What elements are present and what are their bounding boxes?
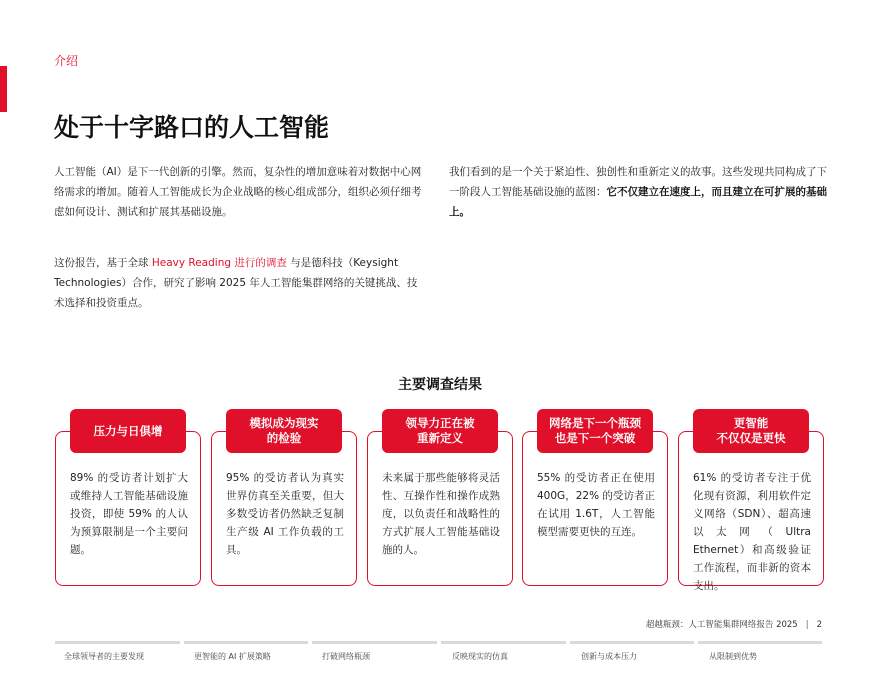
intro-paragraph-1: 人工智能（AI）是下一代创新的引擎。然而，复杂性的增加意味着对数据中心网络需求的增加。随着人工智能成长为企业战略的核心组成部分，组织必须仔细考虑如何设计、测试和扩展其基础设施。: [54, 166, 422, 218]
nav-link-advantage[interactable]: 从限制到优势: [709, 652, 757, 661]
finding-title-1: [70, 409, 186, 453]
finding-title-text-4: 网络是下一个瓶颈 也是下一个突破: [549, 416, 641, 445]
footer-caption: [646, 618, 822, 630]
nav-indicator-6: [698, 641, 822, 644]
nav-link-simulation[interactable]: 反映现实的仿真: [452, 652, 508, 661]
finding-body-3: 未来属于那些能够将灵活性、互操作性和操作成熟度，以负责任和战略性的方式扩展人工智能基础设施的人。: [382, 472, 500, 556]
finding-card-5: [678, 431, 824, 592]
intro-p3-emphasis: 它不仅建立在速度上，而且建立在可扩展的基础上。: [449, 186, 827, 218]
finding-body-1: 89% 的受访者计划扩大或维持人工智能基础设施投资，即使 59% 的人认为预算限制是一个主要问题。: [70, 472, 188, 556]
nav-link-cost-pressure[interactable]: 创新与成本压力: [581, 652, 637, 661]
page-title: 处于十字路口的人工智能: [54, 113, 330, 142]
nav-indicator-2: [184, 641, 308, 644]
footer-separator: |: [805, 620, 809, 630]
finding-body-4: 55% 的受访者正在使用 400G，22% 的受访者正在试用 1.6T，人工智能模型需要更快的互连。: [537, 472, 655, 538]
finding-card-3: [367, 431, 513, 586]
nav-link-key-findings[interactable]: 全球领导者的主要发现: [64, 652, 144, 661]
nav-link-network-bottleneck[interactable]: 打破网络瓶颈: [322, 652, 370, 661]
finding-title-text-5: 更智能 不仅仅是更快: [716, 416, 786, 445]
accent-bar: [0, 66, 7, 112]
finding-title-3: [382, 409, 498, 453]
survey-link[interactable]: Heavy Reading 进行的调查: [151, 257, 287, 269]
finding-title-2: [226, 409, 342, 453]
nav-link-ai-scaling[interactable]: 更智能的 AI 扩展策略: [194, 652, 271, 661]
finding-body-5: 61% 的受访者专注于优化现有资源，利用软件定义网络（SDN）、超高速以太网（Ultra Ethernet）和高级验证工作流程，而非新的资本支出。: [693, 472, 811, 592]
findings-heading: 主要调查结果: [398, 377, 482, 393]
intro-p2-text-after: 与是德科技（Keysight Technologies）合作，研究了影响 2025 年人工智能集群网络的关键挑战、技术选择和投资重点。: [54, 257, 418, 309]
page-number: 2: [816, 620, 822, 630]
finding-title-text-2: 模拟成为现实 的检验: [249, 416, 319, 445]
finding-title-text-1: 压力与日俱增: [93, 423, 163, 438]
nav-indicator-4: [441, 641, 566, 644]
finding-card-4: [522, 431, 668, 586]
finding-body-2: 95% 的受访者认为真实世界仿真至关重要，但大多数受访者仍然缺乏复制生产级 AI 工作负载的工具。: [226, 472, 344, 556]
intro-paragraph-2: [54, 253, 424, 313]
report-name: 超越瓶颈：人工智能集群网络报告 2025: [645, 620, 798, 630]
nav-indicator-1: [55, 641, 180, 644]
intro-p3-text: 我们看到的是一个关于紧迫性、独创性和重新定义的故事。这些发现共同构成了下一阶段人工智能基础设施的蓝图：: [449, 166, 827, 198]
nav-indicator-3: [312, 641, 437, 644]
section-label: 介绍: [54, 54, 79, 68]
intro-paragraph-3: [449, 162, 827, 222]
finding-card-1: [55, 431, 201, 586]
finding-card-2: [211, 431, 357, 586]
finding-title-5: [693, 409, 809, 453]
nav-indicator-5: [570, 641, 694, 644]
intro-p2-text-before: 这份报告，基于全球: [54, 257, 152, 269]
finding-title-text-3: 领导力正在被 重新定义: [405, 416, 475, 445]
finding-title-4: [537, 409, 653, 453]
